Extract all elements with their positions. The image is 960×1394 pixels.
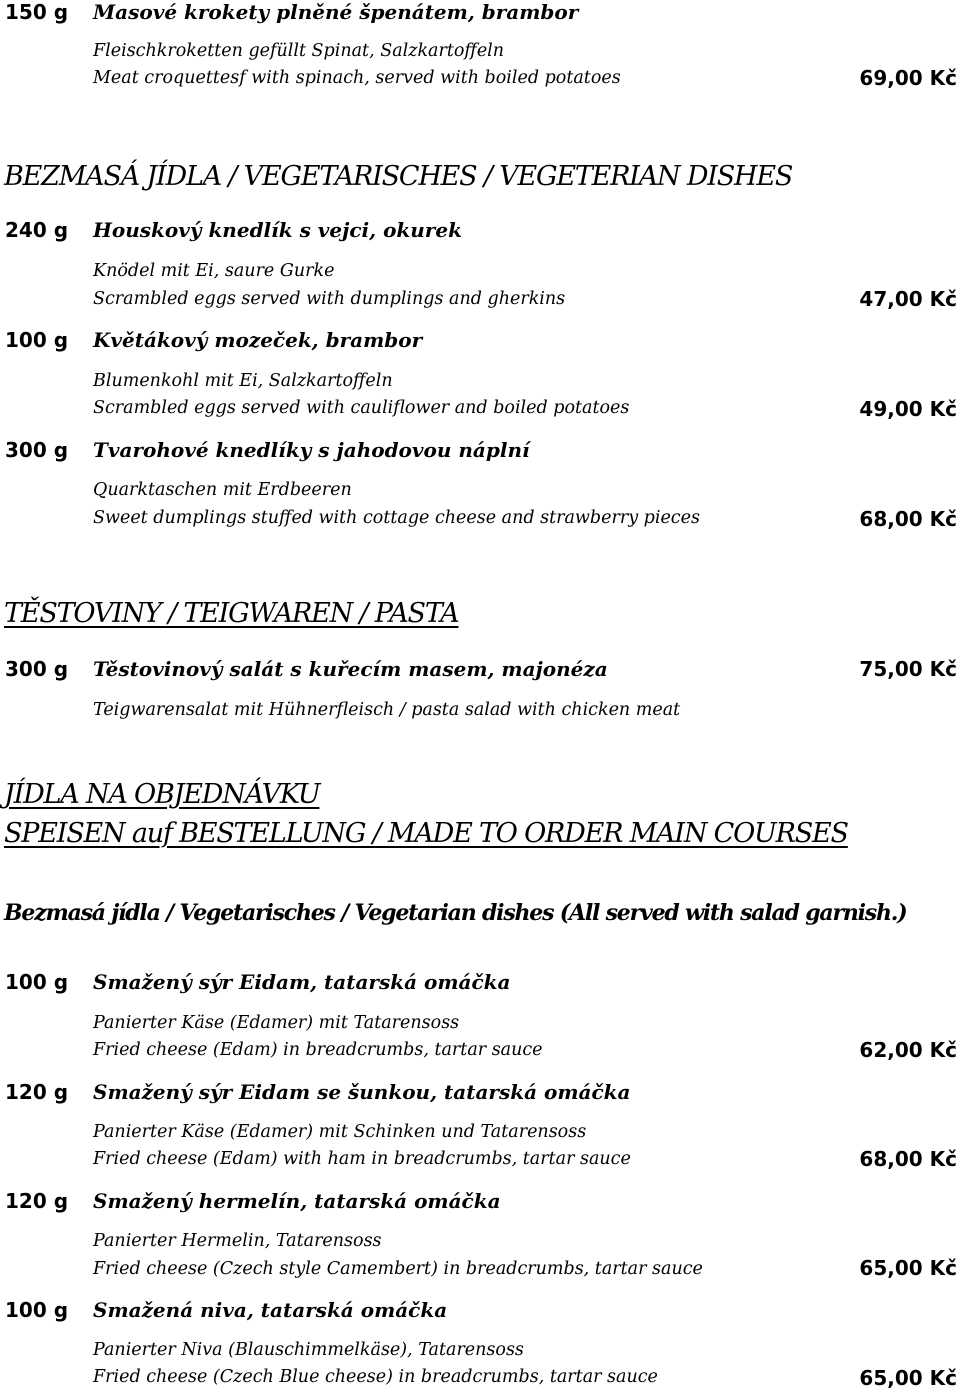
item-desc-de: Panierter Niva (Blauschimmelkäse), Tatarensoss [93, 1340, 524, 1360]
item-name: Smažený sýr Eidam se šunkou, tatarská omáčka [93, 1080, 631, 1104]
item-desc: Teigwarensalat mit Hühnerfleisch / pasta salad with chicken meat [93, 700, 681, 720]
section-heading-order-sub: SPEISEN auf BESTELLUNG / MADE TO ORDER MAIN COURSES [4, 818, 848, 849]
item-price: 68,00 Kč [859, 507, 957, 531]
item-name: Tvarohové knedlíky s jahodovou náplní [93, 438, 530, 462]
item-desc-de: Panierter Hermelin, Tatarensoss [93, 1231, 382, 1251]
item-desc-en: Scrambled eggs served with dumplings and gherkins [93, 289, 566, 309]
item-desc-en: Fried cheese (Czech style Camembert) in breadcrumbs, tartar sauce [93, 1259, 703, 1279]
item-price: 49,00 Kč [859, 397, 957, 421]
category-subheading: Bezmasá jídla / Vegetarisches / Vegetarian dishes (All served with salad garnish.) [4, 900, 907, 926]
item-weight: 120 g [5, 1189, 69, 1213]
item-price: 69,00 Kč [859, 66, 957, 90]
item-weight: 100 g [5, 1298, 69, 1322]
item-desc-en: Meat croquettesf with spinach, served with boiled potatoes [93, 68, 621, 88]
item-weight: 120 g [5, 1080, 69, 1104]
item-weight: 300 g [5, 438, 69, 462]
item-desc-de: Fleischkroketten gefüllt Spinat, Salzkartoffeln [93, 41, 505, 61]
section-heading-vegetarian: BEZMASÁ JÍDLA / VEGETARISCHES / VEGETERIAN DISHES [4, 161, 793, 192]
item-name: Smažený hermelín, tatarská omáčka [93, 1189, 501, 1213]
item-desc-en: Sweet dumplings stuffed with cottage cheese and strawberry pieces [93, 508, 700, 528]
section-heading-order: JÍDLA NA OBJEDNÁVKU [4, 779, 320, 810]
item-desc-de: Knödel mit Ei, saure Gurke [93, 261, 335, 281]
item-desc-de: Panierter Käse (Edamer) mit Schinken und Tatarensoss [93, 1122, 587, 1142]
item-price: 75,00 Kč [859, 657, 957, 681]
item-weight: 100 g [5, 970, 69, 994]
item-name: Smažený sýr Eidam, tatarská omáčka [93, 970, 511, 994]
item-name: Houskový knedlík s vejci, okurek [93, 218, 462, 242]
section-heading-pasta: TĚSTOVINY / TEIGWAREN / PASTA [4, 598, 459, 629]
item-price: 68,00 Kč [859, 1147, 957, 1171]
item-price: 62,00 Kč [859, 1038, 957, 1062]
item-desc-de: Blumenkohl mit Ei, Salzkartoffeln [93, 371, 393, 391]
item-desc-de: Quarktaschen mit Erdbeeren [93, 480, 352, 500]
item-weight: 100 g [5, 328, 69, 352]
item-weight: 150 g [5, 0, 69, 24]
item-desc-de: Panierter Käse (Edamer) mit Tatarensoss [93, 1013, 460, 1033]
item-price: 47,00 Kč [859, 287, 957, 311]
item-name: Masové krokety plněné špenátem, brambor [93, 0, 579, 24]
item-price: 65,00 Kč [859, 1256, 957, 1280]
item-name: Květákový mozeček, brambor [93, 328, 423, 352]
item-weight: 300 g [5, 657, 69, 681]
item-desc-en: Scrambled eggs served with cauliflower and boiled potatoes [93, 398, 630, 418]
item-price: 65,00 Kč [859, 1366, 957, 1390]
item-name: Těstovinový salát s kuřecím masem, majonéza [93, 657, 608, 681]
item-desc-en: Fried cheese (Edam) in breadcrumbs, tartar sauce [93, 1040, 543, 1060]
item-desc-en: Fried cheese (Edam) with ham in breadcrumbs, tartar sauce [93, 1149, 631, 1169]
item-name: Smažená niva, tatarská omáčka [93, 1298, 448, 1322]
item-weight: 240 g [5, 218, 69, 242]
item-desc-en: Fried cheese (Czech Blue cheese) in breadcrumbs, tartar sauce [93, 1367, 658, 1387]
